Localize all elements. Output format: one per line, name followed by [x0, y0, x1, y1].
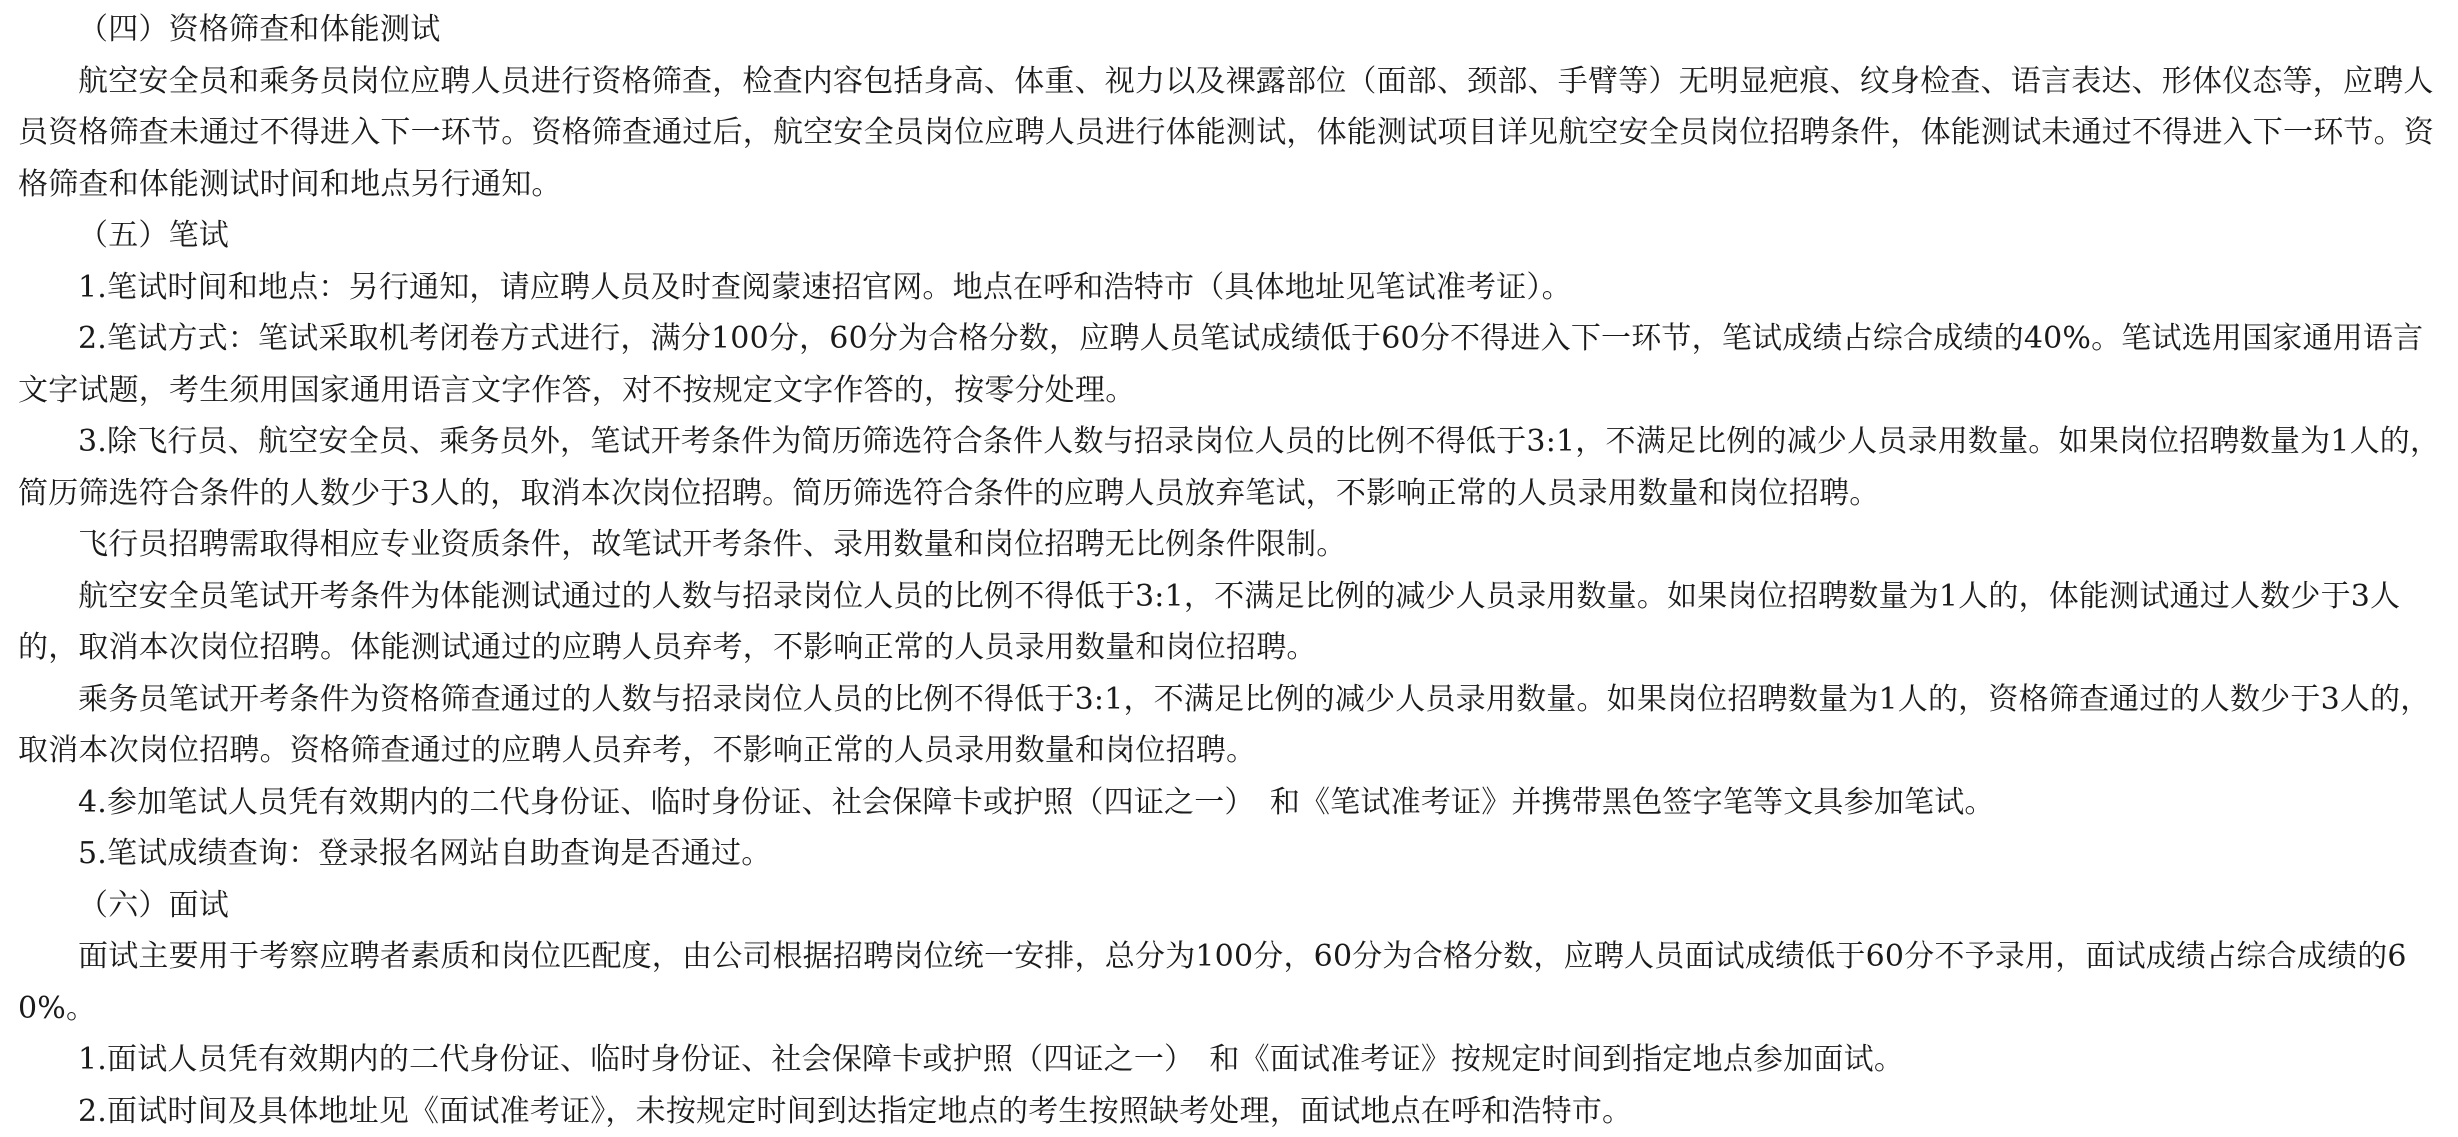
section-heading-qualification: （四）资格筛查和体能测试 [18, 4, 2444, 56]
paragraph-pilot-conditions: 飞行员招聘需取得相应专业资质条件，故笔试开考条件、录用数量和岗位招聘无比例条件限制。 [18, 519, 2444, 571]
paragraph-exam-method: 2.笔试方式：笔试采取机考闭卷方式进行，满分100分，60分为合格分数，应聘人员笔试成绩低于60分不得进入下一环节，笔试成绩占综合成绩的40%。笔试选用国家通用语言文字试题，考生须用国家通用语言文字作答，对不按规定文字作答的，按零分处理。 [18, 313, 2444, 416]
paragraph-exam-results: 5.笔试成绩查询：登录报名网站自助查询是否通过。 [18, 828, 2444, 880]
paragraph-interview-overview: 面试主要用于考察应聘者素质和岗位匹配度，由公司根据招聘岗位统一安排，总分为100分，60分为合格分数，应聘人员面试成绩低于60分不予录用，面试成绩占综合成绩的60%。 [18, 931, 2444, 1034]
paragraph-security-officer-conditions: 航空安全员笔试开考条件为体能测试通过的人数与招录岗位人员的比例不得低于3:1，不满足比例的减少人员录用数量。如果岗位招聘数量为1人的，体能测试通过人数少于3人的，取消本次岗位招聘。体能测试通过的应聘人员弃考，不影响正常的人员录用数量和岗位招聘。 [18, 571, 2444, 674]
paragraph-flight-attendant-conditions: 乘务员笔试开考条件为资格筛查通过的人数与招录岗位人员的比例不得低于3:1，不满足比例的减少人员录用数量。如果岗位招聘数量为1人的，资格筛查通过的人数少于3人的，取消本次岗位招聘。资格筛查通过的应聘人员弃考，不影响正常的人员录用数量和岗位招聘。 [18, 674, 2444, 777]
paragraph-exam-conditions: 3.除飞行员、航空安全员、乘务员外，笔试开考条件为简历筛选符合条件人数与招录岗位人员的比例不得低于3:1，不满足比例的减少人员录用数量。如果岗位招聘数量为1人的，简历筛选符合条件的人数少于3人的，取消本次岗位招聘。简历筛选符合条件的应聘人员放弃笔试，不影响正常的人员录用数量和岗位招聘。 [18, 416, 2444, 519]
paragraph-interview-time-place: 2.面试时间及具体地址见《面试准考证》，未按规定时间到达指定地点的考生按照缺考处理，面试地点在呼和浩特市。 [18, 1086, 2444, 1137]
paragraph-exam-time-place: 1.笔试时间和地点：另行通知，请应聘人员及时查阅蒙速招官网。地点在呼和浩特市（具体地址见笔试准考证）。 [18, 262, 2444, 314]
paragraph-qualification-screening: 航空安全员和乘务员岗位应聘人员进行资格筛查，检查内容包括身高、体重、视力以及裸露部位（面部、颈部、手臂等）无明显疤痕、纹身检查、语言表达、形体仪态等，应聘人员资格筛查未通过不得进入下一环节。资格筛查通过后，航空安全员岗位应聘人员进行体能测试，体能测试项目详见航空安全员岗位招聘条件，体能测试未通过不得进入下一环节。资格筛查和体能测试时间和地点另行通知。 [18, 56, 2444, 211]
section-heading-interview: （六）面试 [18, 880, 2444, 932]
paragraph-exam-documents: 4.参加笔试人员凭有效期内的二代身份证、临时身份证、社会保障卡或护照（四证之一） 和《笔试准考证》并携带黑色签字笔等文具参加笔试。 [18, 777, 2444, 829]
section-heading-written-exam: （五）笔试 [18, 210, 2444, 262]
paragraph-interview-documents: 1.面试人员凭有效期内的二代身份证、临时身份证、社会保障卡或护照（四证之一） 和《面试准考证》按规定时间到指定地点参加面试。 [18, 1034, 2444, 1086]
